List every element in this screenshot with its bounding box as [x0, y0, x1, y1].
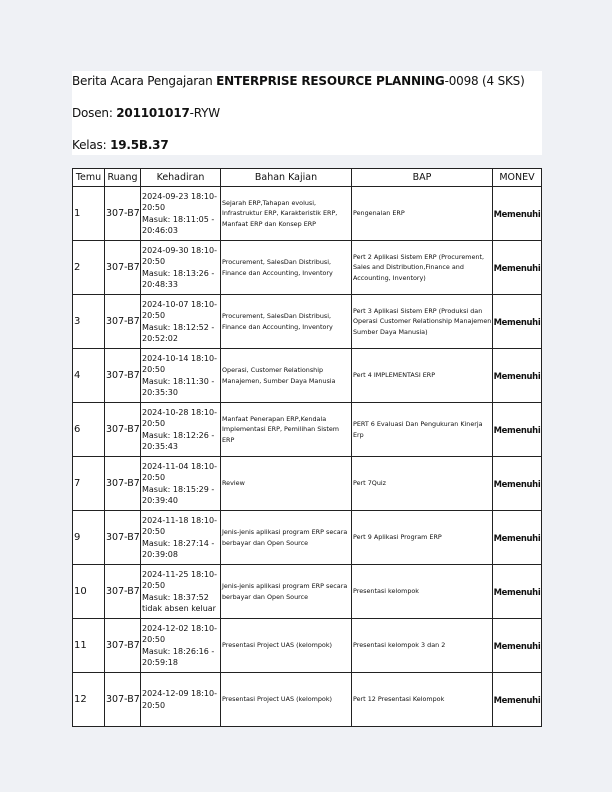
attendance-checkin: Masuk: 18:11:05 - 20:46:03	[142, 214, 215, 235]
cell-bahan-kajian: Sejarah ERP,Tahapan evolusi, Infrastruktur ERP, Karakteristik ERP, Manfaat ERP dan Konsep ERP	[221, 187, 352, 241]
cell-monev: Memenuhi	[493, 349, 542, 403]
cell-ruang: 307-B7	[105, 673, 141, 727]
course-code: -0098 (4 SKS)	[444, 74, 525, 88]
cell-bahan-kajian: Procurement, SalesDan Distribusi, Finance dan Accounting, Inventory	[221, 241, 352, 295]
cell-bap: Pert 7Quiz	[352, 457, 493, 511]
table-header-row	[73, 169, 542, 187]
cell-kehadiran	[141, 457, 221, 511]
cell-temu: 7	[73, 457, 105, 511]
lecturer-code: -RYW	[189, 106, 220, 120]
cell-kehadiran	[141, 565, 221, 619]
cell-ruang: 307-B7	[105, 349, 141, 403]
attendance-checkin: Masuk: 18:12:26 - 20:35:43	[142, 430, 215, 451]
cell-temu: 10	[73, 565, 105, 619]
attendance-schedule: 2024-11-25 18:10-20:50	[142, 569, 217, 590]
table-row	[73, 403, 542, 457]
document-header	[72, 71, 542, 155]
cell-kehadiran	[141, 673, 221, 727]
cell-temu: 9	[73, 511, 105, 565]
title-line	[72, 74, 525, 88]
header-monev: MONEV	[493, 169, 542, 187]
cell-bap: Pengenalan ERP	[352, 187, 493, 241]
cell-bap: Presentasi kelompok 3 dan 2	[352, 619, 493, 673]
attendance-schedule: 2024-11-04 18:10-20:50	[142, 461, 217, 482]
header-ruang: Ruang	[105, 169, 141, 187]
cell-bap: PERT 6 Evaluasi Dan Pengukuran Kinerja Erp	[352, 403, 493, 457]
table-row	[73, 187, 542, 241]
cell-bap: Pert 3 Aplikasi Sistem ERP (Produksi dan Operasi Customer Relationship Manajemen Sumber Daya Manusia)	[352, 295, 493, 349]
cell-monev: Memenuhi	[493, 565, 542, 619]
attendance-checkin: Masuk: 18:37:52 tidak absen keluar	[142, 592, 216, 613]
table-row	[73, 673, 542, 727]
cell-ruang: 307-B7	[105, 403, 141, 457]
table-row	[73, 457, 542, 511]
cell-kehadiran	[141, 619, 221, 673]
attendance-checkin: Masuk: 18:27:14 - 20:39:08	[142, 538, 215, 559]
cell-temu: 4	[73, 349, 105, 403]
attendance-schedule: 2024-11-18 18:10-20:50	[142, 515, 217, 536]
cell-kehadiran	[141, 295, 221, 349]
attendance-schedule: 2024-12-09 18:10-20:50	[142, 689, 217, 710]
lecturer-label: Dosen:	[72, 106, 117, 120]
table-row	[73, 241, 542, 295]
cell-bap: Pert 2 Aplikasi Sistem ERP (Procurement, Sales and Distribution,Finance and Accounting, Inventory)	[352, 241, 493, 295]
teaching-report-table	[72, 168, 542, 727]
cell-temu: 1	[73, 187, 105, 241]
cell-bap: Pert 9 Aplikasi Program ERP	[352, 511, 493, 565]
cell-monev: Memenuhi	[493, 673, 542, 727]
attendance-schedule: 2024-10-28 18:10-20:50	[142, 407, 217, 428]
cell-monev: Memenuhi	[493, 241, 542, 295]
class-code: 19.5B.37	[110, 138, 169, 152]
cell-temu: 6	[73, 403, 105, 457]
cell-monev: Memenuhi	[493, 187, 542, 241]
lecturer-line	[72, 106, 220, 120]
course-name: ENTERPRISE RESOURCE PLANNING	[216, 74, 445, 88]
attendance-checkin: Masuk: 18:13:26 - 20:48:33	[142, 268, 215, 289]
attendance-schedule: 2024-10-14 18:10-20:50	[142, 353, 217, 374]
attendance-checkin: Masuk: 18:12:52 - 20:52:02	[142, 322, 215, 343]
cell-monev: Memenuhi	[493, 457, 542, 511]
cell-kehadiran	[141, 403, 221, 457]
cell-temu: 2	[73, 241, 105, 295]
cell-bahan-kajian: Procurement, SalesDan Distribusi, Finance dan Accounting, Inventory	[221, 295, 352, 349]
cell-bahan-kajian: Review	[221, 457, 352, 511]
table-row	[73, 511, 542, 565]
cell-ruang: 307-B7	[105, 187, 141, 241]
attendance-checkin: Masuk: 18:11:30 - 20:35:30	[142, 376, 215, 397]
cell-bahan-kajian: Presentasi Project UAS (kelompok)	[221, 673, 352, 727]
title-prefix: Berita Acara Pengajaran	[72, 74, 217, 88]
cell-ruang: 307-B7	[105, 241, 141, 295]
attendance-schedule: 2024-10-07 18:10-20:50	[142, 299, 217, 320]
cell-bahan-kajian: Jenis-jenis aplikasi program ERP secara berbayar dan Open Source	[221, 511, 352, 565]
header-kehadiran: Kehadiran	[141, 169, 221, 187]
cell-kehadiran	[141, 349, 221, 403]
class-line	[72, 138, 168, 152]
cell-bahan-kajian: Operasi, Customer Relationship Manajemen, Sumber Daya Manusia	[221, 349, 352, 403]
attendance-schedule: 2024-09-30 18:10-20:50	[142, 245, 217, 266]
attendance-schedule: 2024-09-23 18:10-20:50	[142, 191, 217, 212]
cell-bahan-kajian: Presentasi Project UAS (kelompok)	[221, 619, 352, 673]
cell-bap: Pert 4 IMPLEMENTASI ERP	[352, 349, 493, 403]
attendance-checkin: Masuk: 18:26:16 - 20:59:18	[142, 646, 215, 667]
lecturer-id: 201101017	[116, 106, 190, 120]
table-row	[73, 619, 542, 673]
attendance-checkin: Masuk: 18:15:29 - 20:39:40	[142, 484, 215, 505]
cell-ruang: 307-B7	[105, 619, 141, 673]
table-row	[73, 565, 542, 619]
cell-ruang: 307-B7	[105, 295, 141, 349]
header-bap: BAP	[352, 169, 493, 187]
header-bahan-kajian: Bahan Kajian	[221, 169, 352, 187]
cell-temu: 11	[73, 619, 105, 673]
cell-bap: Pert 12 Presentasi Kelompok	[352, 673, 493, 727]
cell-monev: Memenuhi	[493, 619, 542, 673]
cell-ruang: 307-B7	[105, 511, 141, 565]
cell-temu: 12	[73, 673, 105, 727]
header-temu: Temu	[73, 169, 105, 187]
cell-kehadiran	[141, 511, 221, 565]
cell-monev: Memenuhi	[493, 295, 542, 349]
table-row	[73, 295, 542, 349]
cell-bahan-kajian: Jenis-jenis aplikasi program ERP secara berbayar dan Open Source	[221, 565, 352, 619]
cell-ruang: 307-B7	[105, 565, 141, 619]
attendance-schedule: 2024-12-02 18:10-20:50	[142, 623, 217, 644]
cell-kehadiran	[141, 241, 221, 295]
cell-monev: Memenuhi	[493, 403, 542, 457]
cell-ruang: 307-B7	[105, 457, 141, 511]
table-row	[73, 349, 542, 403]
cell-kehadiran	[141, 187, 221, 241]
cell-bahan-kajian: Manfaat Penerapan ERP,Kendala Implementasi ERP, Pemilihan Sistem ERP	[221, 403, 352, 457]
cell-monev: Memenuhi	[493, 511, 542, 565]
cell-bap: Presentasi kelompok	[352, 565, 493, 619]
class-label: Kelas:	[72, 138, 111, 152]
cell-temu: 3	[73, 295, 105, 349]
